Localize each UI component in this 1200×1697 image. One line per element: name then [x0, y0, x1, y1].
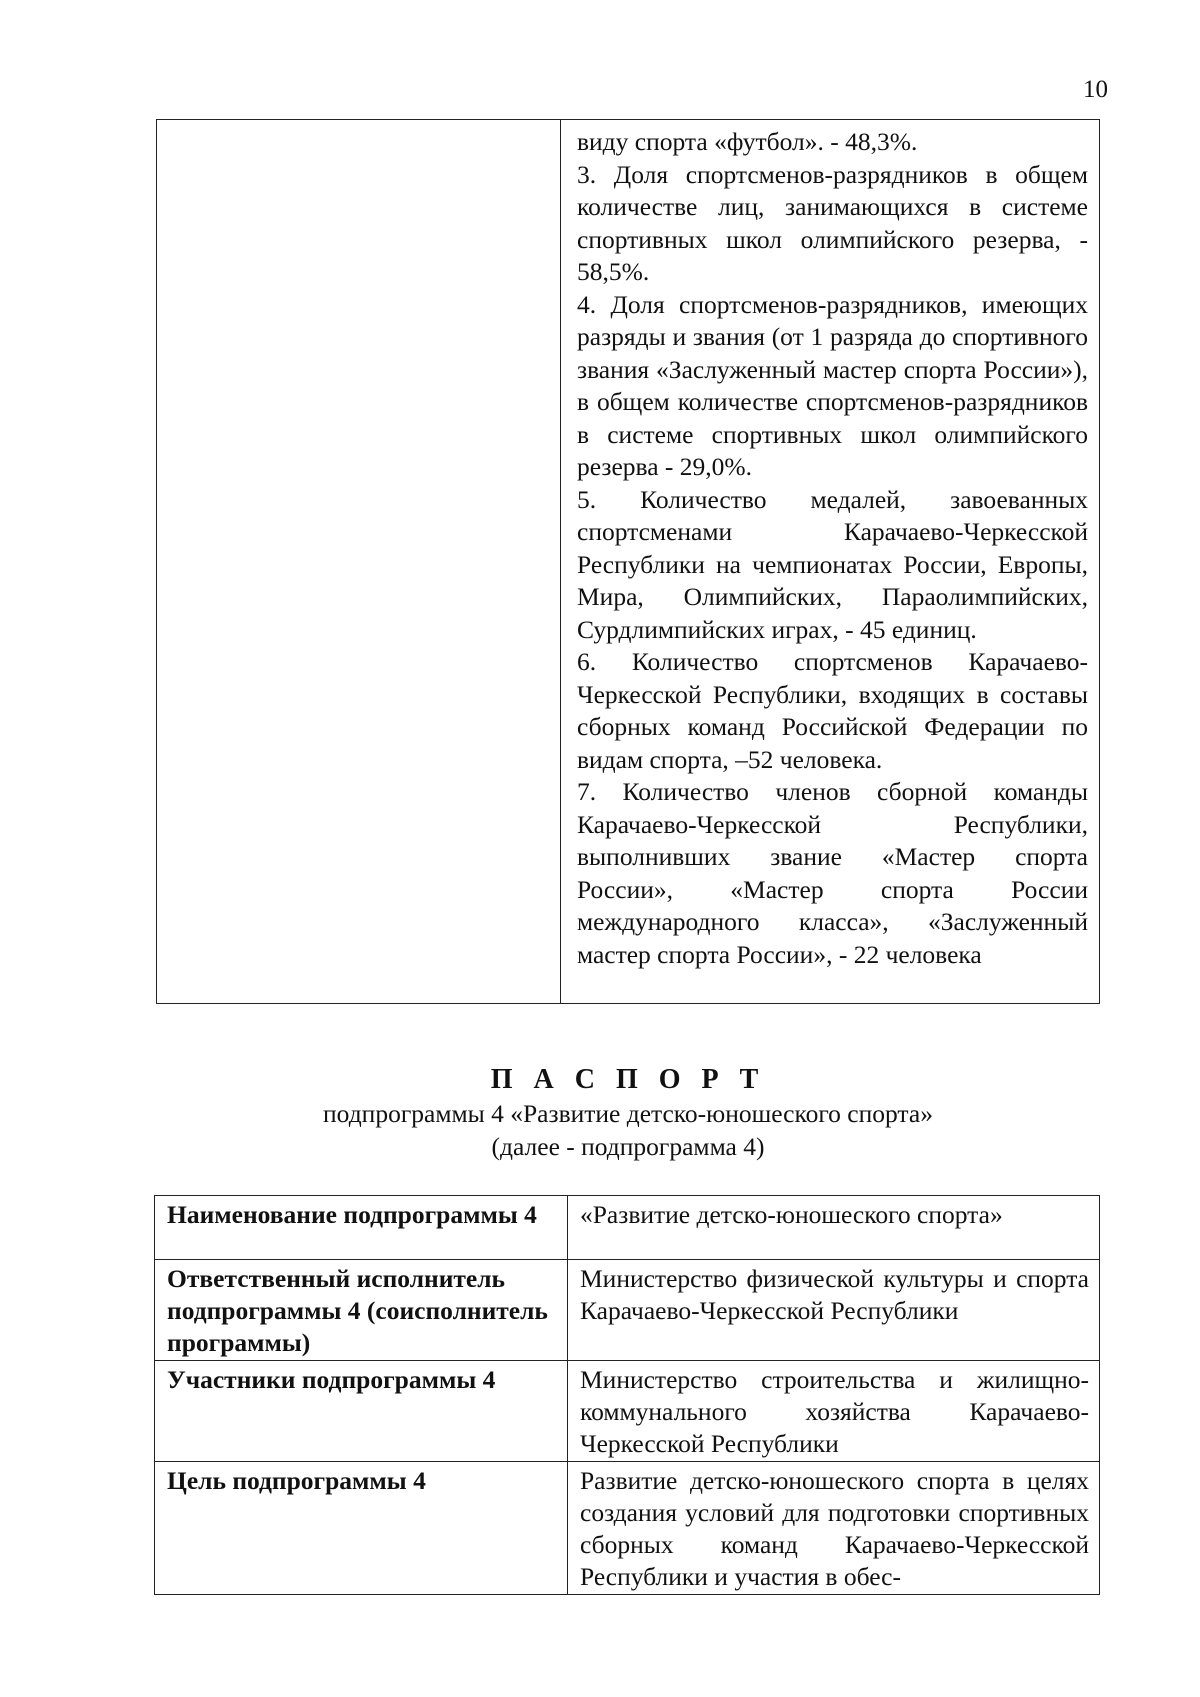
row-label: Участники подпрограммы 4 — [155, 1361, 568, 1462]
table-row — [155, 1260, 1100, 1361]
row-label: Цель подпрограммы 4 — [155, 1462, 568, 1595]
empty-left-cell — [157, 120, 561, 1004]
row-value: «Развитие детско-юношеского спорта» — [568, 1196, 1100, 1260]
row-value: Министерство физической культуры и спорта Карачаево-Черкесской Республики — [568, 1260, 1100, 1361]
page-number: 10 — [1083, 76, 1108, 103]
indicators-cell — [561, 120, 1100, 1004]
continuation-table — [156, 119, 1100, 1004]
indicator-paragraph: 6. Количество спортсменов Карачаево-Черкесской Республики, входящих в составы сборных команд Российской Федерации по видам спорта, –52 человека. — [577, 647, 1088, 774]
table-row — [155, 1361, 1100, 1462]
table-row — [155, 1196, 1100, 1260]
passport-table — [154, 1195, 1100, 1595]
row-value: Министерство строительства и жилищно-коммунального хозяйства Карачаево-Черкесской Республики — [568, 1361, 1100, 1462]
table-row — [155, 1462, 1100, 1595]
indicator-paragraph: виду спорта «футбол». - 48,3%. — [577, 127, 918, 156]
passport-subtitle-note: (далее - подпрограмма 4) — [491, 1132, 765, 1161]
indicator-paragraph: 5. Количество медалей, завоеванных спортсменами Карачаево-Черкесской Республики на чемпионатах России, Европы, Мира, Олимпийских, Параолимпийских, Сурдлимпийских играх, - 45 единиц. — [577, 484, 1088, 644]
indicator-paragraph: 7. Количество членов сборной команды Карачаево-Черкесской Республики, выполнивших звание «Мастер спорта России», «Мастер спорта России международного класса», «Заслуженный мастер спорта России», - 22 человека — [577, 777, 1088, 969]
passport-heading — [156, 1063, 1100, 1163]
table-row — [157, 120, 1100, 1004]
indicator-paragraph: 4. Доля спортсменов-разрядников, имеющих разряды и звания (от 1 разряда до спортивного звания «Заслуженный мастер спорта России»), в общем количестве спортсменов-разрядников в системе спортивных школ олимпийского резерва - 29,0%. — [577, 289, 1088, 481]
indicator-paragraph: 3. Доля спортсменов-разрядников в общем количестве лиц, занимающихся в системе спортивных школ олимпийского резерва, - 58,5%. — [577, 159, 1088, 286]
row-label: Ответственный исполнитель подпрограммы 4 (соисполнитель программы) — [155, 1260, 568, 1361]
passport-title: П А С П О Р Т — [490, 1064, 766, 1095]
passport-subtitle: подпрограммы 4 «Развитие детско-юношеского спорта» — [323, 1099, 933, 1128]
row-value: Развитие детско-юношеского спорта в целях создания условий для подготовки спортивных сборных команд Карачаево-Черкесской Республики и участия в обес- — [568, 1462, 1100, 1595]
row-label: Наименование подпрограммы 4 — [155, 1196, 568, 1260]
